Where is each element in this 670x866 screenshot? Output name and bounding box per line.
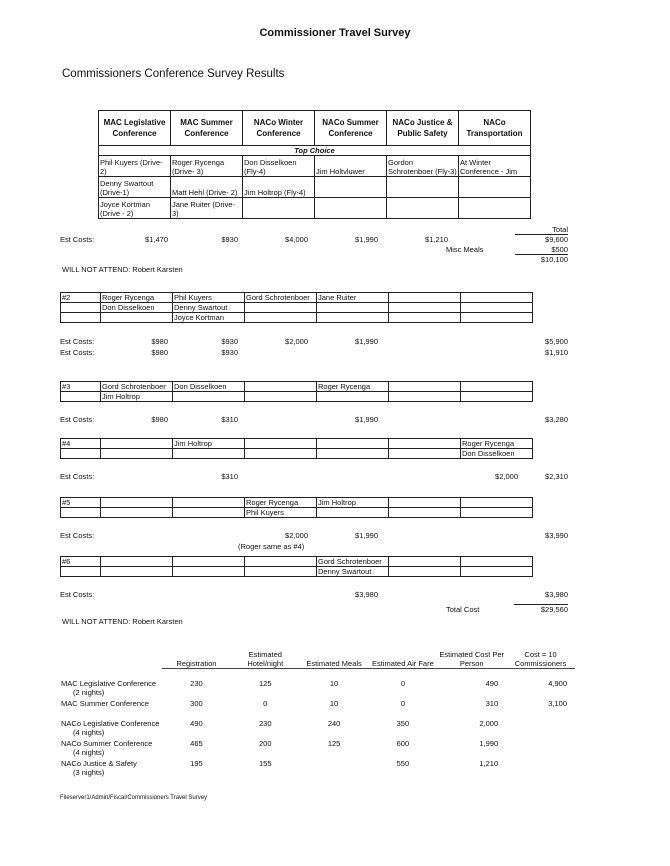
row-total: $1,910 [545, 347, 568, 357]
cost-value [238, 590, 308, 599]
nights-label: (4 nights) [73, 748, 105, 757]
cell: Don Disselkoen [173, 382, 245, 392]
cell: Denny Swartout [173, 303, 245, 313]
cell [461, 557, 533, 567]
cell-value: 2,000 [479, 719, 499, 728]
spacer [60, 669, 575, 680]
cell: Phil Kuyers [245, 508, 317, 518]
total-sum: $10,100 [540, 255, 568, 264]
cost-value: $1,990 [355, 531, 378, 540]
cell [317, 449, 389, 459]
cell-value: 550 [396, 759, 410, 768]
cell: Jim Holtrop [173, 439, 245, 449]
cell: Gord Schrotenboer [317, 557, 389, 567]
column-header: MAC Summer Conference [171, 111, 243, 146]
table-row [61, 439, 533, 449]
cell-value: 350 [396, 719, 410, 728]
row-total: $3,990 [545, 531, 568, 540]
cell: Jane Ruiter (Drive-3) [171, 198, 243, 219]
cell-value: 0 [400, 699, 405, 708]
cost-value [378, 348, 448, 357]
cell [245, 303, 317, 313]
cell [389, 382, 461, 392]
cell: Roger Rycenga (Drive- 3) [171, 156, 243, 177]
nights-label: (3 nights) [73, 768, 105, 777]
cost-value: $310 [221, 415, 238, 424]
cost-value [378, 337, 448, 346]
column-header: Registration [162, 646, 231, 669]
est-costs-label: Est Costs: [60, 347, 95, 357]
cell [101, 567, 173, 577]
conference-label: MAC Legislative Conference [61, 679, 157, 688]
cell-value: 600 [396, 739, 410, 748]
choice-table-5 [60, 497, 533, 518]
cost-value [308, 348, 378, 357]
cell [173, 498, 245, 508]
table-row [61, 313, 533, 323]
cell [461, 303, 533, 313]
est-costs-row [60, 415, 518, 424]
cell [101, 449, 173, 459]
cost-value: $930 [221, 336, 238, 346]
cell-value [506, 719, 575, 739]
header-row [60, 646, 575, 669]
top-choice-label: Top Choice [99, 146, 531, 156]
top-choice-row [99, 146, 531, 156]
cell: Joyce Kortman (Drive - 2) [99, 198, 171, 219]
cost-value: $930 [221, 347, 238, 357]
column-header: NACo Transportation [459, 111, 531, 146]
table-row [61, 567, 533, 577]
cost-value [448, 415, 518, 424]
est-costs-row [60, 235, 518, 244]
column-header: NACo Summer Conference [315, 111, 387, 146]
cost-value: $2,000 [495, 472, 518, 481]
cost-value [238, 348, 308, 357]
choice-rank [61, 303, 101, 313]
cell [245, 392, 317, 402]
cost-value [448, 337, 518, 346]
cost-value [378, 590, 448, 599]
cell-value: 300 [190, 699, 203, 708]
cell: Don Disselkoen [101, 303, 173, 313]
est-costs-row [60, 531, 518, 540]
cell: Roger Rycenga [317, 382, 389, 392]
est-costs-row [60, 348, 518, 357]
choice-rank [61, 313, 101, 323]
footer-path: Fileserver1/Admin/Fiscal/Commissioners Travel Survey [60, 795, 208, 801]
header-row [99, 111, 531, 146]
cell-value: 10 [329, 679, 339, 688]
cell: Jim Holtvluwer [315, 156, 387, 177]
cost-value [98, 472, 168, 481]
total-cost-value: $29,560 [540, 605, 568, 614]
choice-table-6 [60, 556, 533, 577]
cell [245, 439, 317, 449]
cell [173, 557, 245, 567]
column-header: Estimated Hotel/night [231, 646, 300, 669]
cell [387, 198, 459, 219]
cell [459, 177, 531, 198]
cell: Don Disselkoen [461, 449, 533, 459]
column-header: Estimated Cost Per Person [437, 646, 506, 669]
choice-rank: #4 [61, 439, 101, 449]
cell [389, 557, 461, 567]
cell-value: 3,100 [548, 699, 567, 708]
cost-table [60, 646, 575, 779]
nights-label: (4 nights) [73, 728, 105, 737]
table-row [99, 198, 531, 219]
column-header: MAC Legislative Conference [99, 111, 171, 146]
est-costs-row [60, 472, 518, 481]
table-row [61, 303, 533, 313]
cost-value [378, 415, 448, 424]
cell: Phil Kuyers [173, 293, 245, 303]
cost-value [98, 590, 168, 599]
cost-value: $310 [221, 472, 238, 481]
table-row [61, 557, 533, 567]
cell [245, 313, 317, 323]
cell-value: 0 [263, 699, 268, 708]
cell: Denny Swartout (Drive-1) [99, 177, 171, 198]
cost-value [448, 235, 518, 244]
cell [461, 313, 533, 323]
cost-estimate-table [60, 646, 580, 779]
total-value: $9,600 [545, 235, 568, 244]
table-row [61, 508, 533, 518]
conference-label: NACo Summer Conference [61, 739, 153, 748]
cell-value: 0 [400, 679, 405, 688]
misc-meals-value: $500 [551, 245, 568, 254]
column-header: Estimated Meals [300, 646, 369, 669]
cell: Phil Kuyers (Drive-2) [99, 156, 171, 177]
est-costs-label: Est Costs: [60, 472, 95, 481]
cell [461, 498, 533, 508]
table-row [60, 759, 575, 779]
row-total: $3,280 [545, 415, 568, 424]
will-not-attend-2: WILL NOT ATTEND: Robert Karsten [62, 617, 183, 626]
est-costs-label: Est Costs: [60, 336, 95, 346]
est-costs-label: Est Costs: [60, 415, 95, 424]
cell [317, 303, 389, 313]
cell [315, 177, 387, 198]
cell [459, 198, 531, 219]
page-title: Commissioner Travel Survey [259, 27, 411, 39]
cell [315, 198, 387, 219]
cost-value: $980 [151, 336, 168, 346]
cost-value: $2,000 [285, 336, 308, 346]
choice-rank [61, 392, 101, 402]
table-row [99, 156, 531, 177]
conference-name [60, 739, 162, 759]
conference-name [60, 719, 162, 739]
total-label: Total [552, 225, 568, 234]
cell-value: 230 [190, 679, 203, 688]
row-total: $3,980 [545, 590, 568, 599]
cell [387, 177, 459, 198]
cost-value: $1,990 [355, 235, 378, 244]
cell [389, 303, 461, 313]
table-row [99, 177, 531, 198]
cost-value: $2,000 [285, 531, 308, 540]
blank-header [60, 646, 162, 669]
cell: Gordon Schrotenboer (Fly-3) [387, 156, 459, 177]
cell: Joyce Kortman [173, 313, 245, 323]
cell [461, 382, 533, 392]
cell-value: 240 [327, 719, 341, 728]
cell: Gord Schrotenboer [101, 382, 173, 392]
est-costs-label: Est Costs: [60, 235, 95, 244]
cell: Roger Rycenga [101, 293, 173, 303]
cell-value: 310 [485, 699, 499, 708]
table-row [60, 739, 575, 759]
conference-label: NACo Legislative Conference [61, 719, 160, 728]
cell [461, 567, 533, 577]
cell: At Winter Conference - Jim [459, 156, 531, 177]
row-total: $5,900 [545, 336, 568, 346]
cell [101, 508, 173, 518]
choice-rank: #5 [61, 498, 101, 508]
cost-value [448, 590, 518, 599]
cell: Roger Rycenga [245, 498, 317, 508]
conference-label: MAC Summer Conference [61, 699, 149, 708]
cost-value: $1,470 [145, 235, 168, 244]
cell-value: 155 [258, 759, 272, 768]
cell [173, 508, 245, 518]
spacer-row [60, 669, 575, 680]
conference-name [60, 759, 162, 779]
cell-value: 465 [190, 739, 203, 748]
cell [389, 392, 461, 402]
cell: Matt Hehl (Drive- 2) [171, 177, 243, 198]
cell-value: 125 [258, 679, 272, 688]
cell [389, 293, 461, 303]
cell [461, 508, 533, 518]
cell-value [300, 759, 369, 779]
cost-value [448, 348, 518, 357]
cell [389, 567, 461, 577]
cell: Jim Holtrop [317, 498, 389, 508]
cost-note: (Roger same as #4) [238, 542, 305, 551]
top-choice-table [98, 110, 531, 219]
cell [317, 439, 389, 449]
misc-meals-label: Misc Meals [446, 245, 484, 254]
nights-label: (2 nights) [73, 688, 105, 697]
cell-value: 125 [327, 739, 341, 748]
cell-value: 1,210 [479, 759, 499, 768]
cost-value: $1,990 [355, 336, 378, 346]
cell-value: 1,990 [479, 739, 499, 748]
cell [245, 449, 317, 459]
cell-value [506, 739, 575, 759]
cell: Jim Holtrop (Fly-4) [243, 177, 315, 198]
cell: Roger Rycenga [461, 439, 533, 449]
cell [101, 313, 173, 323]
subtitle: Commissioners Conference Survey Results [62, 68, 285, 80]
cost-value [378, 472, 448, 481]
table-row [61, 392, 533, 402]
conference-label: NACo Justice & Safety [61, 759, 137, 768]
cost-value [168, 531, 238, 540]
cell: Denny Swartout [317, 567, 389, 577]
cost-value [168, 590, 238, 599]
table-row [60, 699, 575, 719]
cell [173, 449, 245, 459]
cell [389, 439, 461, 449]
choice-table-3 [60, 381, 533, 402]
cell-value: 200 [258, 739, 272, 748]
est-costs-row [60, 590, 518, 599]
cost-value: $980 [151, 415, 168, 424]
row-total: $2,310 [545, 472, 568, 481]
column-header: Cost = 10 Commissioners [506, 646, 575, 669]
cell [317, 313, 389, 323]
cell-value: 490 [485, 679, 499, 688]
cell-value: 490 [190, 719, 203, 728]
choice-rank: #2 [61, 293, 101, 303]
cell [389, 449, 461, 459]
est-costs-label: Est Costs: [60, 531, 95, 540]
cost-value [448, 531, 518, 540]
choice-table-2 [60, 292, 533, 323]
est-costs-row [60, 337, 518, 346]
cell [389, 498, 461, 508]
cell [245, 557, 317, 567]
cell [389, 508, 461, 518]
cost-value: $3,980 [355, 590, 378, 599]
cell [101, 439, 173, 449]
cost-value: $1,210 [425, 235, 448, 244]
table-row [60, 719, 575, 739]
cell-value [506, 759, 575, 779]
cell-value: 4,900 [548, 679, 567, 688]
cost-value: $1,990 [355, 415, 378, 424]
cell [173, 567, 245, 577]
cell-value: 195 [190, 759, 203, 768]
cost-value: $930 [221, 235, 238, 244]
cell [389, 313, 461, 323]
cell [173, 392, 245, 402]
cost-value [238, 415, 308, 424]
conference-name [60, 679, 162, 699]
cell [101, 557, 173, 567]
cell [317, 392, 389, 402]
cell [461, 392, 533, 402]
cost-value [98, 531, 168, 540]
choice-rank: #3 [61, 382, 101, 392]
cost-value [308, 472, 378, 481]
cell [245, 382, 317, 392]
cell-value: 10 [329, 699, 339, 708]
cell: Jim Holtrop [101, 392, 173, 402]
table-row [61, 382, 533, 392]
conference-name [60, 699, 162, 719]
cost-value [378, 531, 448, 540]
cell [243, 198, 315, 219]
cell [317, 508, 389, 518]
choice-rank [61, 449, 101, 459]
column-header: NACo Justice & Public Safety [387, 111, 459, 146]
will-not-attend: WILL NOT ATTEND: Robert Karsten [62, 265, 183, 274]
table-row [61, 293, 533, 303]
choice-rank [61, 508, 101, 518]
cost-value: $980 [151, 347, 168, 357]
cell [101, 498, 173, 508]
column-header: NACo Winter Conference [243, 111, 315, 146]
cell: Jane Ruiter [317, 293, 389, 303]
column-header: Estimated Air Fare [368, 646, 437, 669]
table-row [60, 679, 575, 699]
cell: Don Disselkoen (Fly-4) [243, 156, 315, 177]
cell: Gord Schrotenboer [245, 293, 317, 303]
choice-table-4 [60, 438, 533, 459]
est-costs-label: Est Costs: [60, 590, 95, 599]
choice-rank: #6 [61, 557, 101, 567]
cell [245, 567, 317, 577]
cost-value: $4,000 [285, 235, 308, 244]
cell-value: 230 [258, 719, 272, 728]
table-row [61, 498, 533, 508]
cost-value [238, 472, 308, 481]
choice-rank [61, 567, 101, 577]
total-cost-label: Total Cost [446, 605, 480, 614]
cell [461, 293, 533, 303]
table-row [61, 449, 533, 459]
